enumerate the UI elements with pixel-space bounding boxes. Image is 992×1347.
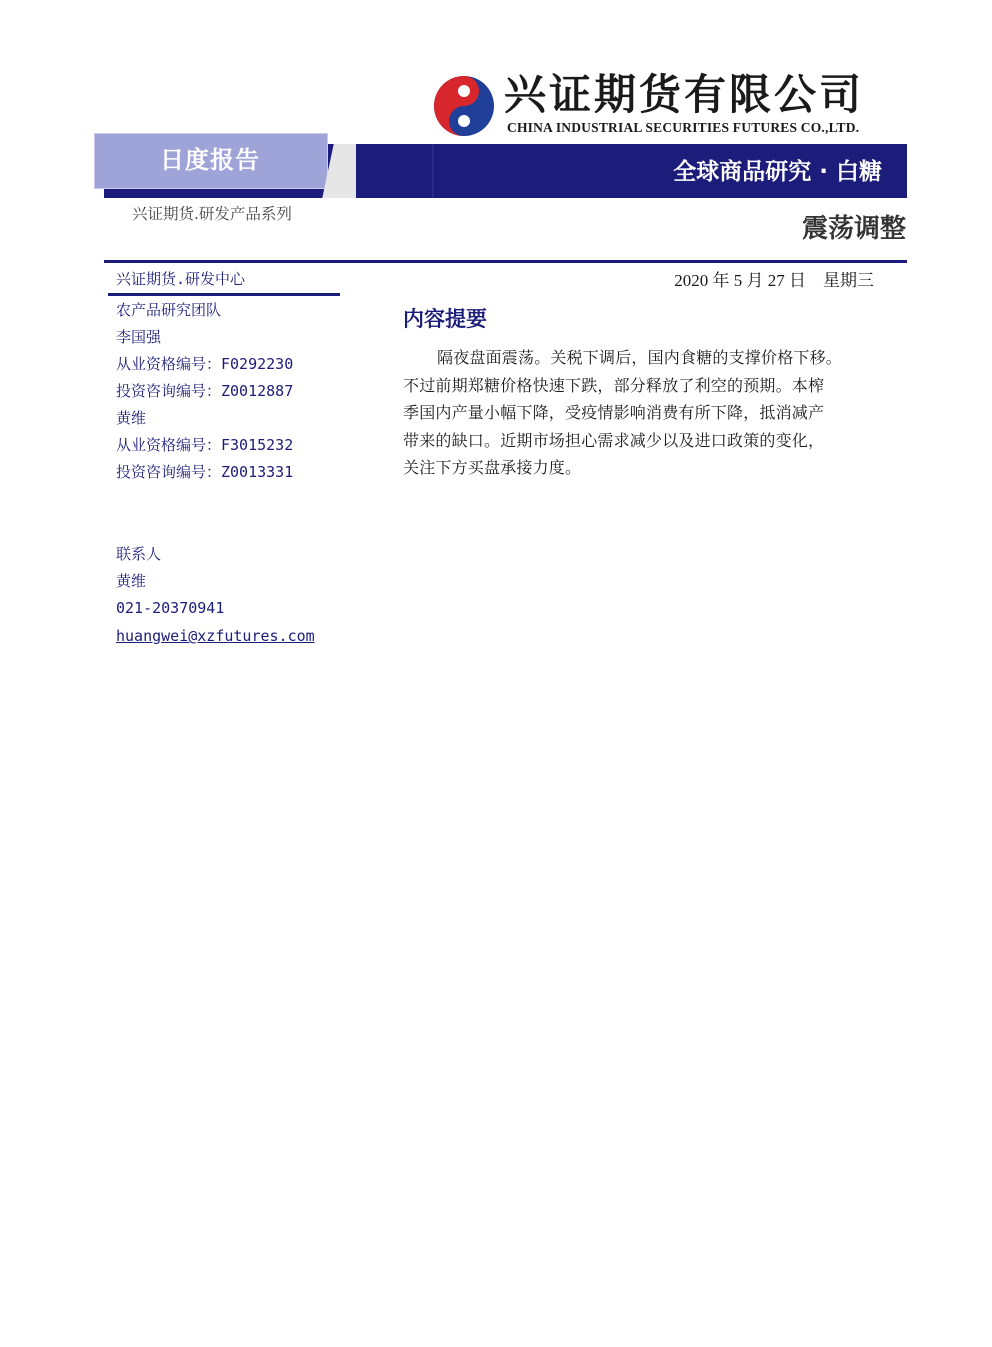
analyst-consult-cert: 投资咨询编号：Z0013331 xyxy=(116,463,294,481)
sidebar-rule xyxy=(108,293,340,296)
contact-email-link[interactable]: huangwei@xzfutures.com xyxy=(116,627,315,645)
summary-line: 隔夜盘面震荡。关税下调后，国内食糖的支撑价格下移。 xyxy=(437,348,843,367)
banner-divider xyxy=(432,144,434,198)
analyst-consult-cert: 投资咨询编号：Z0012887 xyxy=(116,382,294,400)
summary-heading: 内容提要 xyxy=(403,307,487,331)
report-type: 日度报告 xyxy=(160,146,260,174)
analyst-cert: 从业资格编号：F3015232 xyxy=(116,436,294,454)
summary-line: 季国内产量小幅下降，受疫情影响消费有所下降，抵消减产 xyxy=(403,403,825,422)
analyst-name: 黄维 xyxy=(116,409,147,427)
report-date: 2020 年 5 月 27 日 星期三 xyxy=(674,271,874,290)
contact-phone: 021-20370941 xyxy=(116,599,225,617)
contact-name: 黄维 xyxy=(116,572,147,590)
company-logo xyxy=(432,74,496,138)
research-title: 全球商品研究 · 白糖 xyxy=(673,159,882,185)
summary-line: 关注下方买盘承接力度。 xyxy=(403,458,582,477)
analyst-name: 李国强 xyxy=(116,328,162,346)
product-series: 兴证期货.研发产品系列 xyxy=(132,205,292,223)
team-name: 农产品研究团队 xyxy=(116,301,222,319)
report-headline: 震荡调整 xyxy=(801,214,906,244)
summary-line: 不过前期郑糖价格快速下跌，部分释放了利空的预期。本榨 xyxy=(403,376,825,395)
analyst-cert: 从业资格编号：F0292230 xyxy=(116,355,294,373)
company-name-cn: 兴证期货有限公司 xyxy=(504,70,865,119)
contact-label: 联系人 xyxy=(116,545,162,563)
header-rule xyxy=(104,260,907,263)
department: 兴证期货.研发中心 xyxy=(116,270,246,288)
company-name-en: CHINA INDUSTRIAL SECURITIES FUTURES CO.,LTD. xyxy=(507,120,860,135)
summary-line: 带来的缺口。近期市场担心需求减少以及进口政策的变化， xyxy=(403,431,825,450)
